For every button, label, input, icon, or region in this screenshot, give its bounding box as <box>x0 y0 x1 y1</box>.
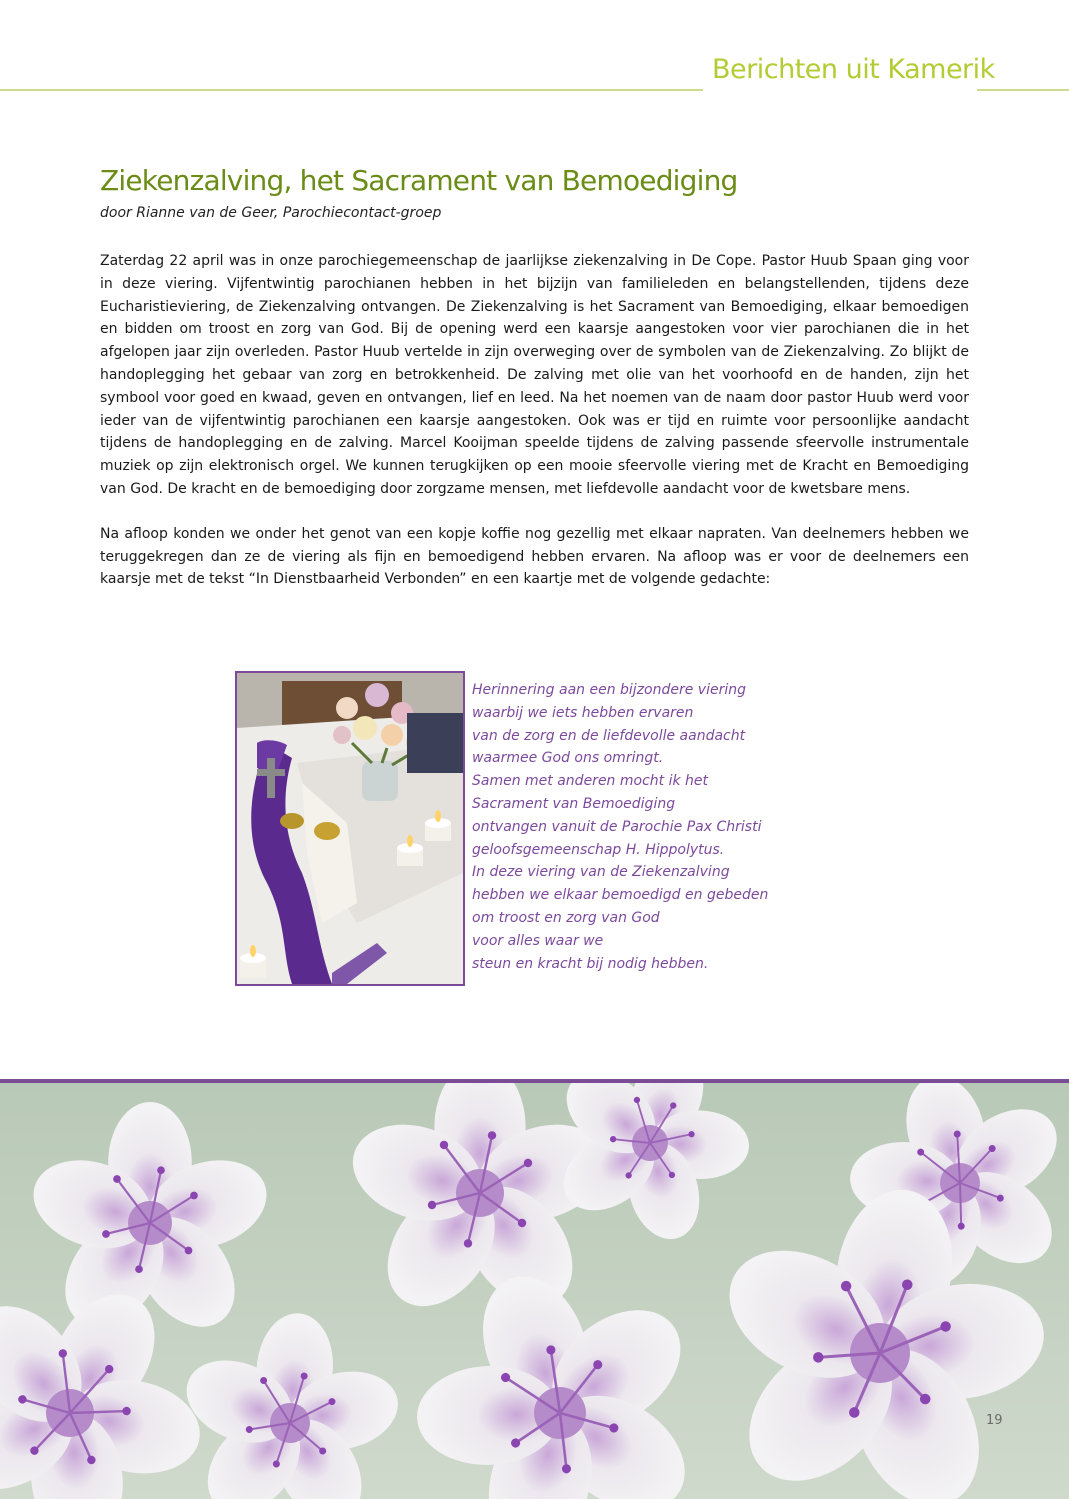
header-rule-right <box>977 89 1069 91</box>
article <box>100 162 969 591</box>
poem-line: Herinnering aan een bijzondere viering <box>472 682 746 698</box>
poem-line: voor alles waar we <box>472 932 604 949</box>
poem-line: van de zorg en de liefdevolle aandacht <box>472 727 746 744</box>
blossom-background-image <box>0 1083 1069 1499</box>
poem-line: waarmee God ons omringt. <box>472 750 664 767</box>
poem-line: steun en kracht bij nodig hebben. <box>472 955 709 972</box>
altar-photo <box>235 671 465 986</box>
poem-line: om troost en zorg van God <box>472 909 660 926</box>
article-paragraph-2: Na afloop konden we onder het genot van een kopje koffie nog gezellig met elkaar napraten. Van deelnemers hebben we teruggekregen dan ze de viering als fijn en bemoedigend hebben ervaren. Na afloop was er voor de deelnemers een kaarsje met de tekst “In Dienstbaarheid Verbonden” en een kaartje met de volgende gedachte: <box>100 525 969 588</box>
article-title: Ziekenzalving, het Sacrament van Bemoediging <box>100 164 738 197</box>
section-title: Berichten uit Kamerik <box>712 54 995 85</box>
header-rule-left <box>0 89 703 91</box>
poem-line: Sacrament van Bemoediging <box>472 795 676 812</box>
poem-line: geloofsgemeenschap H. Hippolytus. <box>472 841 725 858</box>
poem-line: hebben we elkaar bemoedigd en gebeden <box>472 887 769 904</box>
poem-line: ontvangen vanuit de Parochie Pax Christi <box>472 818 762 835</box>
byline: door Rianne van de Geer, Parochiecontact-groep <box>100 205 442 221</box>
poem-line: In deze viering van de Ziekenzalving <box>472 864 730 881</box>
poem <box>472 679 802 975</box>
altar-photo-illustration <box>237 673 463 984</box>
page-number: 19 <box>986 1413 1003 1428</box>
poem-line: Samen met anderen mocht ik het <box>472 773 709 790</box>
article-paragraph-1: Zaterdag 22 april was in onze parochiegemeenschap de jaarlijkse ziekenzalving in De Cope. Pastor Huub Spaan ging voor in deze viering. Vijfentwintig parochianen hebben in het bijzijn van familieleden en belangstellenden, tijdens deze Eucharistieviering, de Ziekenzalving ontvangen. De Ziekenzalving is het Sacrament van Bemoediging, elkaar bemoedigen en bidden om troost en zorg van God. Bij de opening werd een kaarsje aangestoken voor vier parochianen die in het afgelopen jaar zijn overleden. Pastor Huub vertelde in zijn overweging over de symbolen van de Ziekenzalving. Zo blijkt de handoplegging het gebaar van zorg en betrokkenheid. De zalving met olie van het voorhoofd en de handen, zijn het symbool voor goed en kwaad, geven en ontvangen, lief en leed. Na het noemen van de naam door pastor Huub werd voor ieder van de vijfentwintig parochianen een kaarsje aangestoken. Ook was er tijd en ruimte voor persoonlijke aandacht tijdens de handoplegging en de zalving. Marcel Kooijman speelde tijdens de zalving passende sfeervolle instrumentale muziek op zijn elektronisch orgel. We kunnen terugkijken op een mooie sfeervolle viering met de Kracht en Bemoediging van God. De kracht en de bemoediging door zorgzame mensen, met liefdevolle aandacht voor de kwetsbare mens. <box>100 253 969 497</box>
poem-line: waarbij we iets hebben ervaren <box>472 704 694 721</box>
